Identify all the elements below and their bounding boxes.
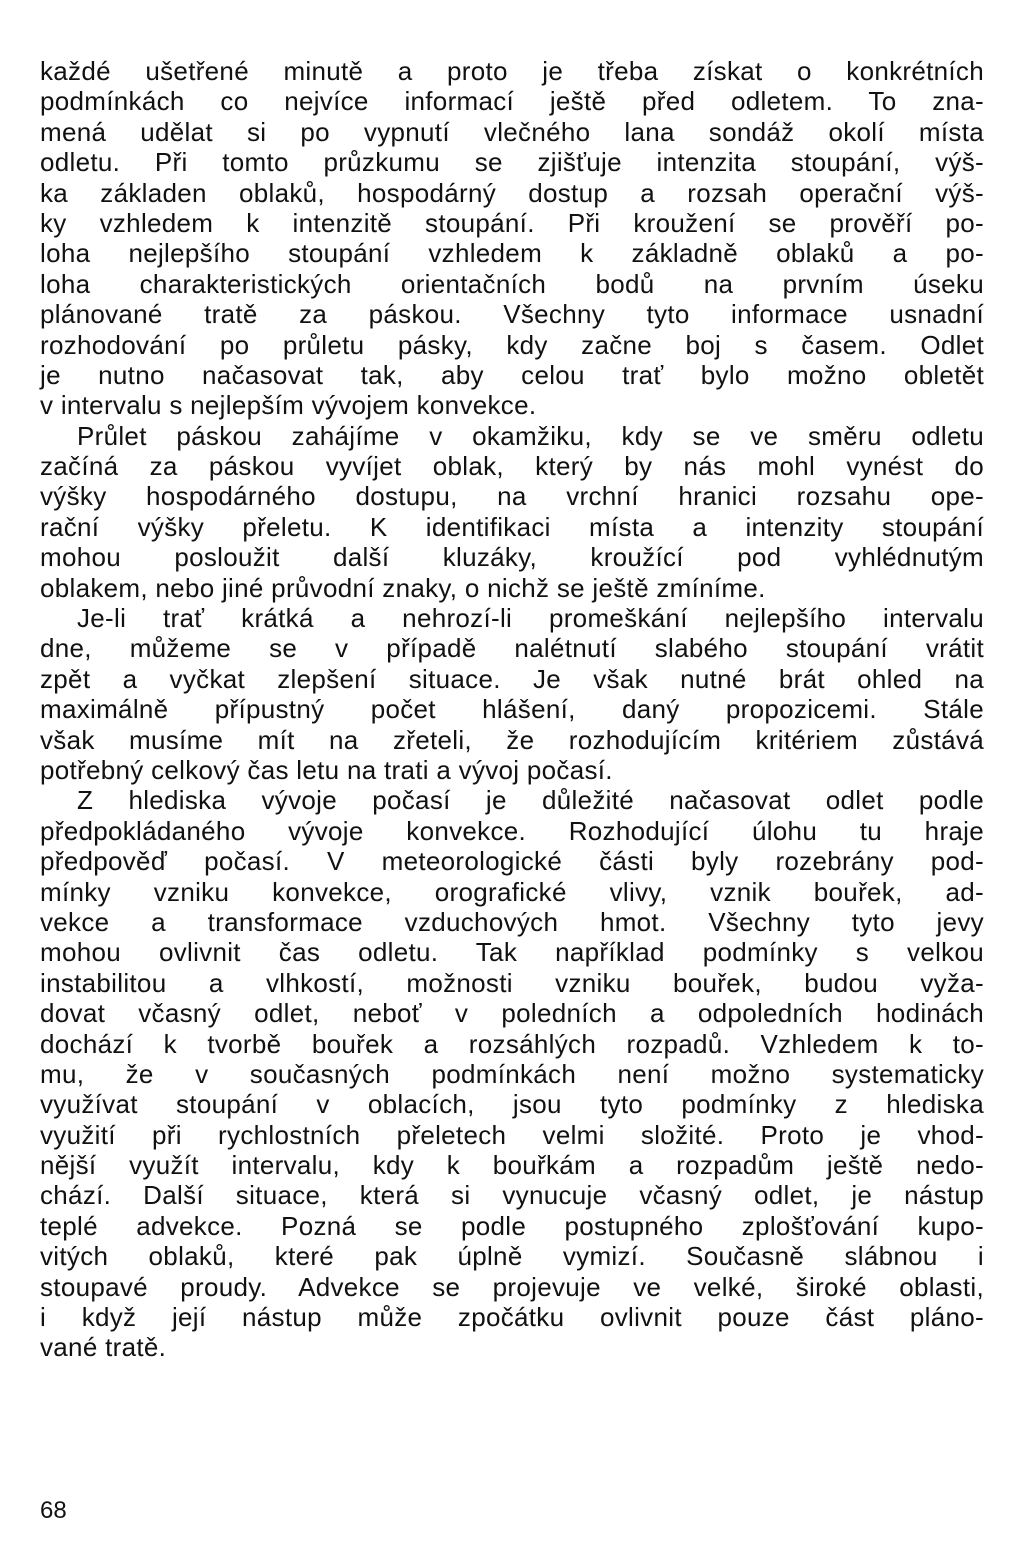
text-line: však musíme mít na zřeteli, že rozhodujícím kritériem zůstává xyxy=(40,724,984,755)
text-line: ky vzhledem k intenzitě stoupání. Při kroužení se prověří po- xyxy=(40,207,984,238)
text-line: stoupavé proudy. Advekce se projevuje ve velké, široké oblasti, xyxy=(40,1271,984,1302)
text-line: využití při rychlostních přeletech velmi složité. Proto je vhod- xyxy=(40,1119,984,1150)
text-line: loha nejlepšího stoupání vzhledem k základně oblaků a po- xyxy=(40,238,984,269)
text-line: oblakem, nebo jiné průvodní znaky, o nichž se ještě zmíníme. xyxy=(40,572,766,603)
text-line: dovat včasný odlet, neboť v poledních a odpoledních hodinách xyxy=(40,998,984,1029)
text-line: instabilitou a vlhkostí, možnosti vzniku bouřek, budou vyža- xyxy=(40,967,984,998)
text-line: Z hlediska vývoje počasí je důležité načasovat odlet podle xyxy=(77,785,984,816)
text-line: Je-li trať krátká a nehrozí-li promeškání nejlepšího intervalu xyxy=(77,603,984,634)
text-line: chází. Další situace, která si vynucuje včasný odlet, je nástup xyxy=(40,1180,984,1211)
text-line: předpokládaného vývoje konvekce. Rozhodující úlohu tu hraje xyxy=(40,815,984,846)
text-line: začíná za páskou vyvíjet oblak, který by nás mohl vynést do xyxy=(40,451,984,482)
text-line: maximálně přípustný počet hlášení, daný propozicemi. Stále xyxy=(40,694,984,725)
page-number: 68 xyxy=(40,1497,67,1524)
text-line: rační výšky přeletu. K identifikaci místa a intenzity stoupání xyxy=(40,511,984,542)
text-line: mohou ovlivnit čas odletu. Tak například podmínky s velkou xyxy=(40,937,984,968)
text-line: dne, můžeme se v případě nalétnutí slabého stoupání vrátit xyxy=(40,633,984,664)
paragraph xyxy=(40,785,984,1362)
paragraph xyxy=(40,421,984,603)
text-line: vitých oblaků, které pak úplně vymizí. Současně slábnou i xyxy=(40,1241,984,1272)
paragraph xyxy=(40,603,984,785)
book-page-text xyxy=(40,56,984,1363)
text-line: odletu. Při tomto průzkumu se zjišťuje intenzita stoupání, výš- xyxy=(40,147,984,178)
text-line: rozhodování po průletu pásky, kdy začne boj s časem. Odlet xyxy=(40,329,984,360)
text-line: i když její nástup může zpočátku ovlivnit pouze část pláno- xyxy=(40,1302,984,1333)
text-line: výšky hospodárného dostupu, na vrchní hranici rozsahu ope- xyxy=(40,481,984,512)
text-line: podmínkách co nejvíce informací ještě před odletem. To zna- xyxy=(40,86,984,117)
text-line: každé ušetřené minutě a proto je třeba získat o konkrétních xyxy=(40,56,984,86)
text-line: vekce a transformace vzduchových hmot. Všechny tyto jevy xyxy=(40,906,984,937)
text-line: mohou posloužit další kluzáky, kroužící pod vyhlédnutým xyxy=(40,542,984,573)
text-line: nější využít intervalu, kdy k bouřkám a rozpadům ještě nedo- xyxy=(40,1150,984,1181)
text-line: teplé advekce. Pozná se podle postupného zplošťování kupo- xyxy=(40,1210,984,1241)
text-line: potřebný celkový čas letu na trati a vývoj počasí. xyxy=(40,754,613,785)
text-line: v intervalu s nejlepším vývojem konvekce. xyxy=(40,390,537,421)
text-line: mu, že v současných podmínkách není možno systematicky xyxy=(40,1058,984,1089)
text-line: plánované tratě za páskou. Všechny tyto informace usnadní xyxy=(40,299,984,330)
text-line: je nutno načasovat tak, aby celou trať bylo možno obletět xyxy=(40,359,984,390)
text-line: zpět a vyčkat zlepšení situace. Je však nutné brát ohled na xyxy=(40,663,984,694)
text-line: loha charakteristických orientačních bodů na prvním úseku xyxy=(40,268,984,299)
text-line: předpověď počasí. V meteorologické části byly rozebrány pod- xyxy=(40,846,984,877)
text-line: Průlet páskou zahájíme v okamžiku, kdy se ve směru odletu xyxy=(77,420,984,451)
text-line: mená udělat si po vypnutí vlečného lana sondáž okolí místa xyxy=(40,116,984,147)
text-line: dochází k tvorbě bouřek a rozsáhlých rozpadů. Vzhledem k to- xyxy=(40,1028,984,1059)
text-line: mínky vzniku konvekce, orografické vlivy, vznik bouřek, ad- xyxy=(40,876,984,907)
text-line: ka základen oblaků, hospodárný dostup a rozsah operační výš- xyxy=(40,177,984,208)
paragraph xyxy=(40,56,984,421)
text-line: vané tratě. xyxy=(40,1332,167,1363)
text-line: využívat stoupání v oblacích, jsou tyto podmínky z hlediska xyxy=(40,1089,984,1120)
